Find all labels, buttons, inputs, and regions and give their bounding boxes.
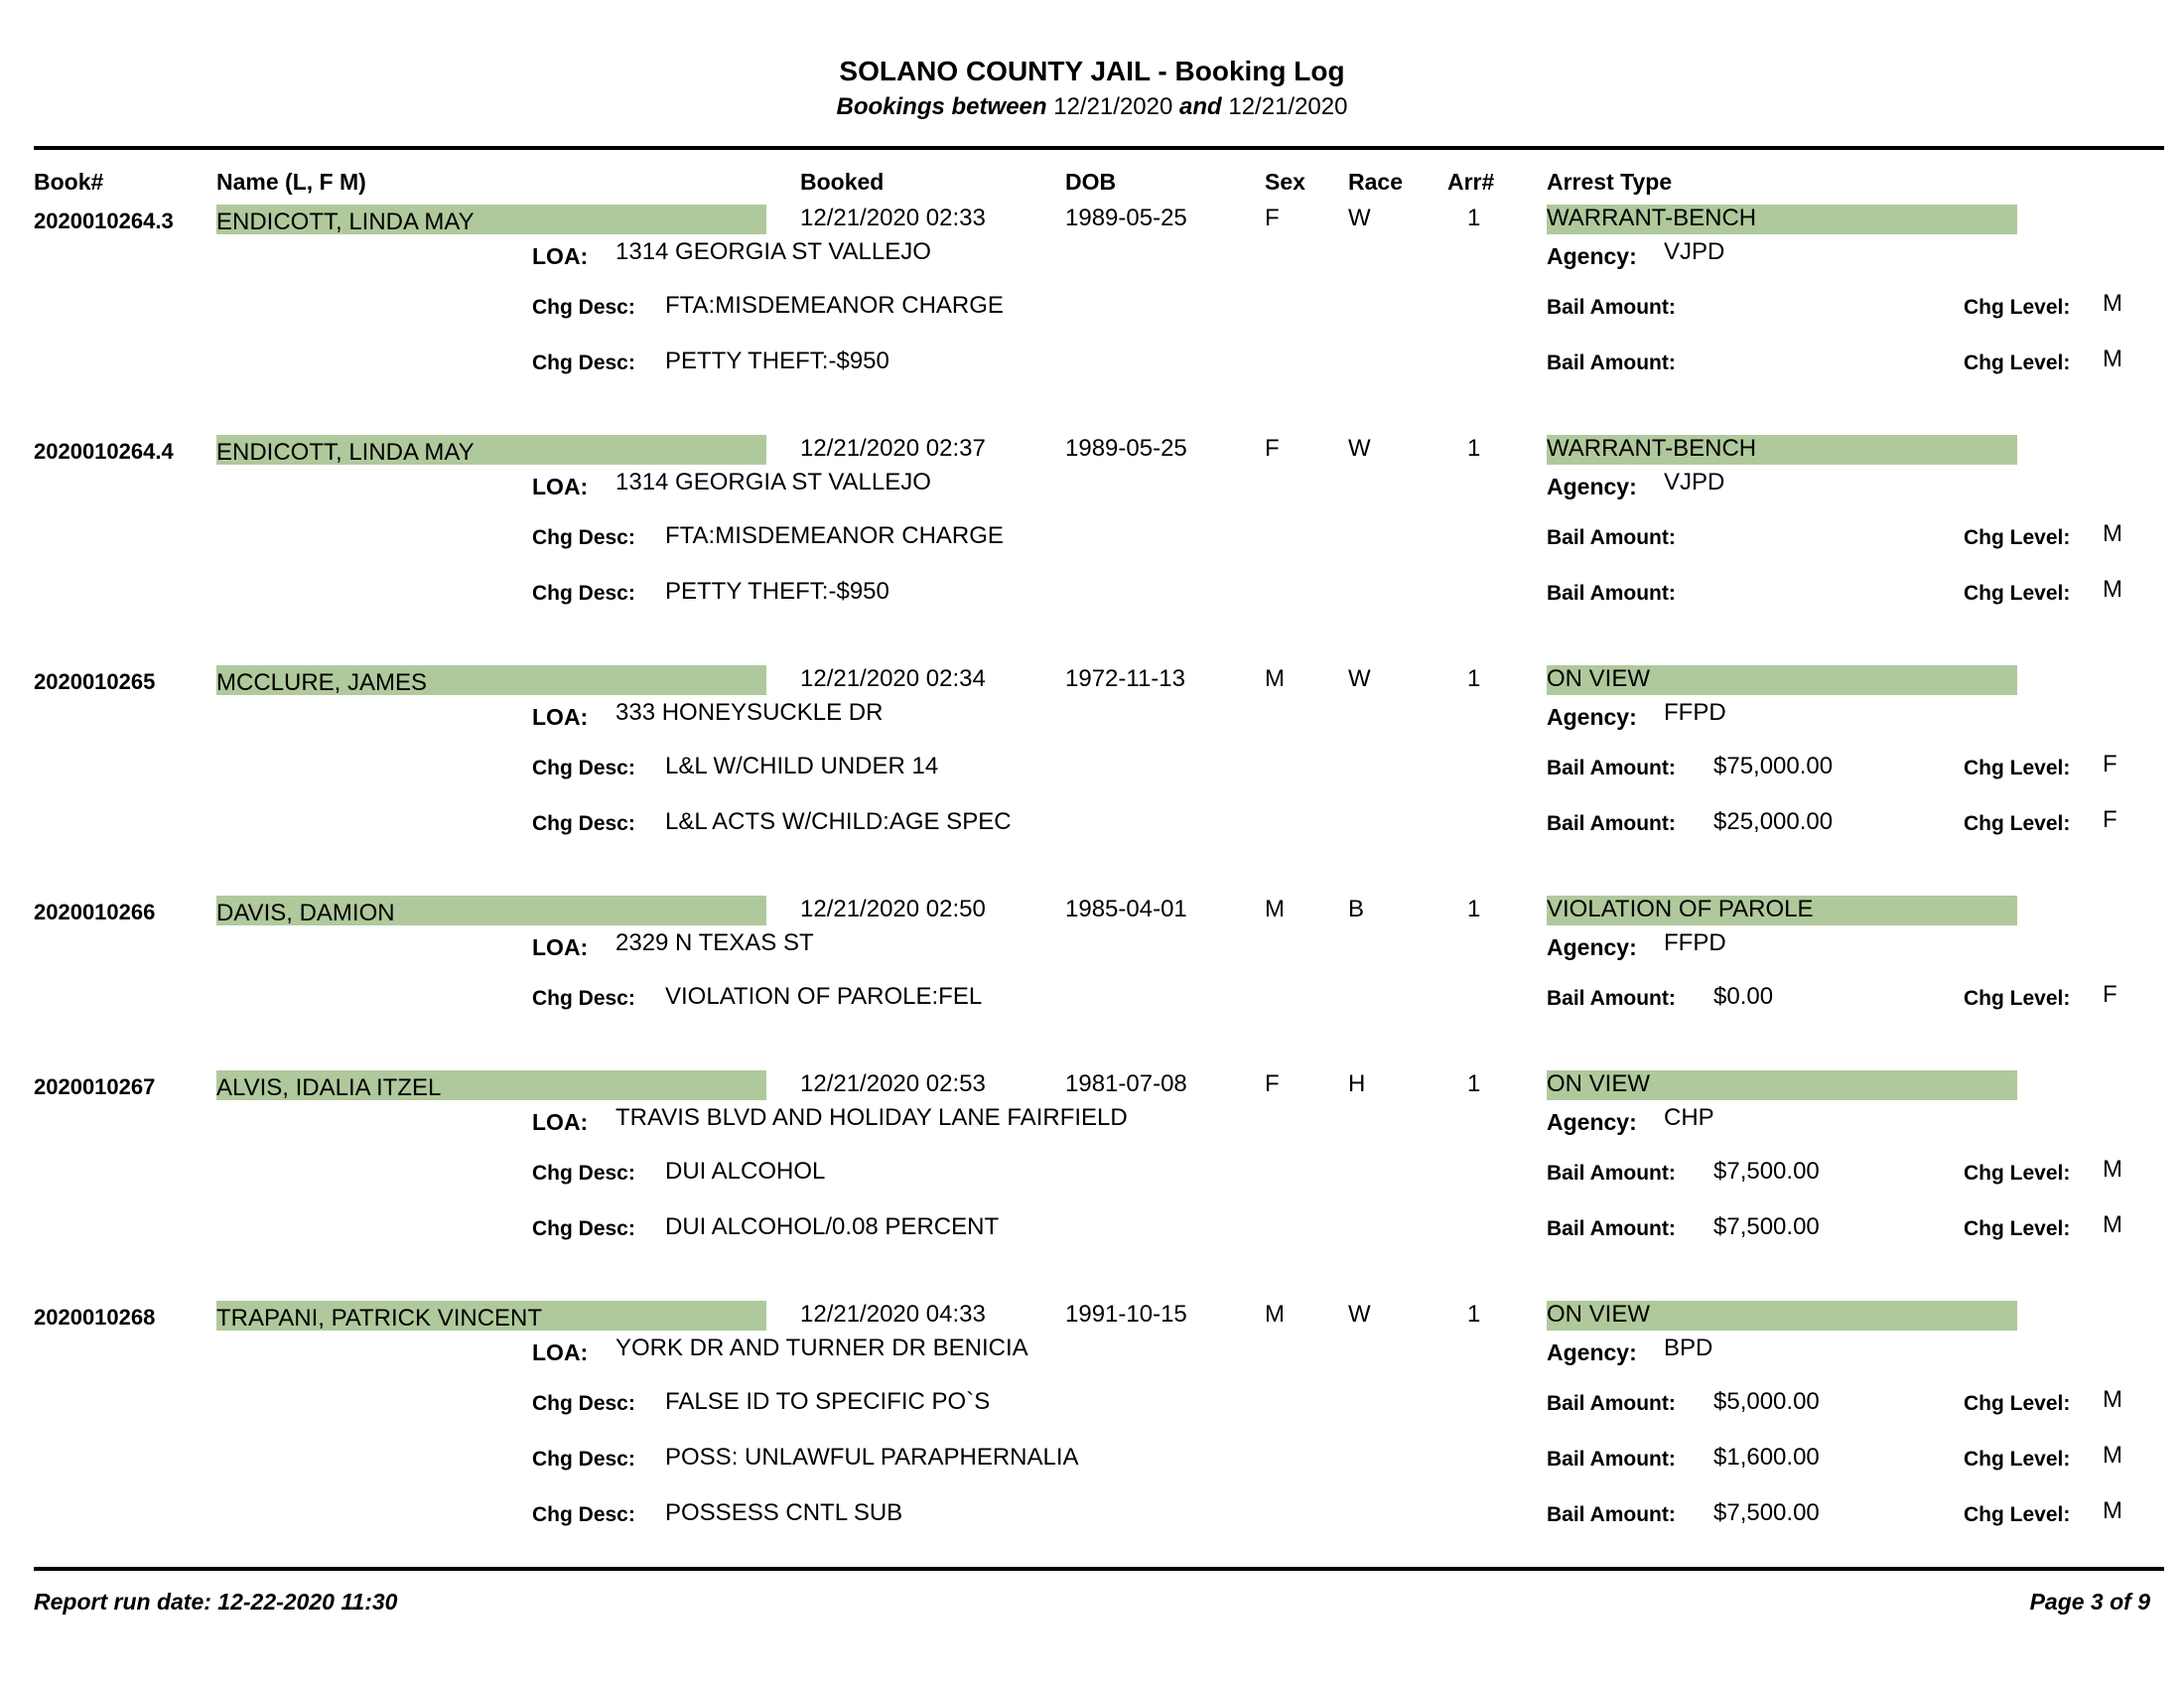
arrest-type: VIOLATION OF PAROLE bbox=[1547, 896, 1814, 922]
booked-datetime: 12/21/2020 02:53 bbox=[800, 1070, 986, 1097]
agency-value: BPD bbox=[1664, 1335, 1713, 1361]
race-value: H bbox=[1348, 1070, 1366, 1097]
chg-level-label: Chg Level: bbox=[1964, 582, 2071, 605]
page-number: Page 3 of 9 bbox=[2029, 1589, 2150, 1615]
agency-value: FFPD bbox=[1664, 929, 1726, 956]
chg-desc-label: Chg Desc: bbox=[532, 526, 635, 549]
chg-level-value: M bbox=[2103, 1442, 2122, 1469]
bail-amount-label: Bail Amount: bbox=[1547, 1162, 1676, 1185]
agency-value: CHP bbox=[1664, 1104, 1714, 1131]
loa-label: LOA: bbox=[532, 243, 589, 269]
loa-value: YORK DR AND TURNER DR BENICIA bbox=[615, 1335, 1028, 1361]
chg-desc-label: Chg Desc: bbox=[532, 757, 635, 779]
agency-value: VJPD bbox=[1664, 469, 1725, 495]
sex-value: M bbox=[1265, 665, 1285, 692]
inmate-name: ENDICOTT, LINDA MAY bbox=[216, 439, 475, 466]
agency-value: FFPD bbox=[1664, 699, 1726, 726]
date-of-birth: 1989-05-25 bbox=[1065, 205, 1187, 231]
sex-value: M bbox=[1265, 1301, 1285, 1328]
bail-amount-label: Bail Amount: bbox=[1547, 1392, 1676, 1415]
arrest-type: WARRANT-BENCH bbox=[1547, 435, 1757, 462]
chg-level-value: F bbox=[2103, 751, 2117, 777]
loa-value: 2329 N TEXAS ST bbox=[615, 929, 814, 956]
chg-desc-label: Chg Desc: bbox=[532, 987, 635, 1010]
bail-amount-label: Bail Amount: bbox=[1547, 1448, 1676, 1471]
chg-level-label: Chg Level: bbox=[1964, 1503, 2071, 1526]
sex-value: M bbox=[1265, 896, 1285, 922]
bail-amount-label: Bail Amount: bbox=[1547, 526, 1676, 549]
arrest-number: 1 bbox=[1467, 896, 1481, 922]
booked-datetime: 12/21/2020 02:34 bbox=[800, 665, 986, 692]
loa-value: 1314 GEORGIA ST VALLEJO bbox=[615, 238, 931, 265]
booking-number: 2020010267 bbox=[34, 1074, 156, 1099]
bail-amount-label: Bail Amount: bbox=[1547, 296, 1676, 319]
arrest-type: ON VIEW bbox=[1547, 1070, 1651, 1097]
inmate-name: DAVIS, DAMION bbox=[216, 900, 395, 926]
bottom-rule bbox=[34, 1567, 2164, 1571]
bail-amount-value: $5,000.00 bbox=[1713, 1388, 1820, 1415]
chg-level-value: M bbox=[2103, 1211, 2122, 1238]
chg-level-value: M bbox=[2103, 520, 2122, 547]
report-run-date: Report run date: 12-22-2020 11:30 bbox=[34, 1589, 398, 1615]
inmate-name: ALVIS, IDALIA ITZEL bbox=[216, 1074, 442, 1101]
bail-amount-value: $75,000.00 bbox=[1713, 753, 1834, 779]
chg-level-label: Chg Level: bbox=[1964, 812, 2071, 835]
date-of-birth: 1972-11-13 bbox=[1065, 665, 1185, 692]
subtitle-prefix: Bookings between bbox=[836, 93, 1047, 120]
bail-amount-label: Bail Amount: bbox=[1547, 582, 1676, 605]
loa-label: LOA: bbox=[532, 1109, 589, 1135]
report-subtitle bbox=[0, 93, 2184, 121]
agency-label: Agency: bbox=[1547, 474, 1637, 499]
chg-desc-value: PETTY THEFT:-$950 bbox=[665, 578, 889, 605]
agency-label: Agency: bbox=[1547, 704, 1637, 730]
date-of-birth: 1985-04-01 bbox=[1065, 896, 1187, 922]
chg-desc-value: PETTY THEFT:-$950 bbox=[665, 348, 889, 374]
chg-desc-label: Chg Desc: bbox=[532, 1217, 635, 1240]
col-header-race: Race bbox=[1348, 169, 1403, 195]
chg-level-label: Chg Level: bbox=[1964, 1162, 2071, 1185]
chg-desc-value: L&L W/CHILD UNDER 14 bbox=[665, 753, 939, 779]
bail-amount-value: $25,000.00 bbox=[1713, 808, 1834, 835]
chg-desc-label: Chg Desc: bbox=[532, 582, 635, 605]
race-value: W bbox=[1348, 1301, 1371, 1328]
chg-level-label: Chg Level: bbox=[1964, 296, 2071, 319]
chg-desc-value: POSSESS CNTL SUB bbox=[665, 1499, 903, 1526]
sex-value: F bbox=[1265, 205, 1280, 231]
race-value: W bbox=[1348, 435, 1371, 462]
chg-desc-value: DUI ALCOHOL bbox=[665, 1158, 826, 1185]
chg-level-label: Chg Level: bbox=[1964, 1217, 2071, 1240]
chg-level-label: Chg Level: bbox=[1964, 526, 2071, 549]
bail-amount-label: Bail Amount: bbox=[1547, 812, 1676, 835]
chg-level-value: M bbox=[2103, 346, 2122, 372]
top-rule bbox=[34, 146, 2164, 150]
report-title: SOLANO COUNTY JAIL - Booking Log bbox=[839, 56, 1345, 86]
chg-desc-label: Chg Desc: bbox=[532, 812, 635, 835]
booked-datetime: 12/21/2020 02:33 bbox=[800, 205, 986, 231]
date-of-birth: 1991-10-15 bbox=[1065, 1301, 1187, 1328]
chg-desc-value: FTA:MISDEMEANOR CHARGE bbox=[665, 522, 1004, 549]
bail-amount-label: Bail Amount: bbox=[1547, 352, 1676, 374]
date-of-birth: 1989-05-25 bbox=[1065, 435, 1187, 462]
race-value: W bbox=[1348, 665, 1371, 692]
arrest-number: 1 bbox=[1467, 1301, 1481, 1328]
booked-datetime: 12/21/2020 02:50 bbox=[800, 896, 986, 922]
agency-value: VJPD bbox=[1664, 238, 1725, 265]
inmate-name: MCCLURE, JAMES bbox=[216, 669, 428, 696]
arrest-type: WARRANT-BENCH bbox=[1547, 205, 1757, 231]
chg-desc-label: Chg Desc: bbox=[532, 1448, 635, 1471]
loa-value: 333 HONEYSUCKLE DR bbox=[615, 699, 884, 726]
bail-amount-label: Bail Amount: bbox=[1547, 987, 1676, 1010]
chg-desc-value: FTA:MISDEMEANOR CHARGE bbox=[665, 292, 1004, 319]
chg-level-value: M bbox=[2103, 1497, 2122, 1524]
loa-label: LOA: bbox=[532, 474, 589, 499]
race-value: W bbox=[1348, 205, 1371, 231]
bail-amount-value: $7,500.00 bbox=[1713, 1213, 1820, 1240]
chg-level-label: Chg Level: bbox=[1964, 1448, 2071, 1471]
chg-desc-label: Chg Desc: bbox=[532, 296, 635, 319]
bail-amount-label: Bail Amount: bbox=[1547, 1503, 1676, 1526]
loa-label: LOA: bbox=[532, 934, 589, 960]
booking-number: 2020010264.4 bbox=[34, 439, 174, 464]
col-header-sex: Sex bbox=[1265, 169, 1305, 195]
chg-level-value: M bbox=[2103, 290, 2122, 317]
chg-desc-label: Chg Desc: bbox=[532, 1162, 635, 1185]
bail-amount-value: $0.00 bbox=[1713, 983, 1774, 1010]
booked-datetime: 12/21/2020 04:33 bbox=[800, 1301, 986, 1328]
arrest-number: 1 bbox=[1467, 1070, 1481, 1097]
inmate-name: ENDICOTT, LINDA MAY bbox=[216, 209, 475, 235]
col-header-name: Name (L, F M) bbox=[216, 169, 366, 195]
chg-level-label: Chg Level: bbox=[1964, 757, 2071, 779]
chg-desc-value: POSS: UNLAWFUL PARAPHERNALIA bbox=[665, 1444, 1079, 1471]
loa-value: 1314 GEORGIA ST VALLEJO bbox=[615, 469, 931, 495]
arrest-type: ON VIEW bbox=[1547, 665, 1651, 692]
bail-amount-value: $7,500.00 bbox=[1713, 1158, 1820, 1185]
chg-level-value: F bbox=[2103, 806, 2117, 833]
agency-label: Agency: bbox=[1547, 243, 1637, 269]
agency-label: Agency: bbox=[1547, 934, 1637, 960]
subtitle-and: and bbox=[1179, 93, 1222, 120]
arrest-type: ON VIEW bbox=[1547, 1301, 1651, 1328]
race-value: B bbox=[1348, 896, 1365, 922]
date-of-birth: 1981-07-08 bbox=[1065, 1070, 1187, 1097]
sex-value: F bbox=[1265, 1070, 1280, 1097]
chg-level-label: Chg Level: bbox=[1964, 1392, 2071, 1415]
chg-level-label: Chg Level: bbox=[1964, 987, 2071, 1010]
col-header-arrest-type: Arrest Type bbox=[1547, 169, 1673, 195]
booking-number: 2020010265 bbox=[34, 669, 156, 694]
chg-desc-value: VIOLATION OF PAROLE:FEL bbox=[665, 983, 983, 1010]
arrest-number: 1 bbox=[1467, 205, 1481, 231]
loa-label: LOA: bbox=[532, 1339, 589, 1365]
booked-datetime: 12/21/2020 02:37 bbox=[800, 435, 986, 462]
chg-desc-value: L&L ACTS W/CHILD:AGE SPEC bbox=[665, 808, 1012, 835]
col-header-book: Book# bbox=[34, 169, 104, 195]
arrest-number: 1 bbox=[1467, 435, 1481, 462]
chg-desc-label: Chg Desc: bbox=[532, 1392, 635, 1415]
booking-number: 2020010266 bbox=[34, 900, 156, 924]
booking-number: 2020010264.3 bbox=[34, 209, 174, 233]
agency-label: Agency: bbox=[1547, 1339, 1637, 1365]
bail-amount-value: $7,500.00 bbox=[1713, 1499, 1820, 1526]
chg-desc-value: DUI ALCOHOL/0.08 PERCENT bbox=[665, 1213, 1000, 1240]
bail-amount-label: Bail Amount: bbox=[1547, 1217, 1676, 1240]
chg-level-value: M bbox=[2103, 1386, 2122, 1413]
chg-level-value: F bbox=[2103, 981, 2117, 1008]
chg-level-label: Chg Level: bbox=[1964, 352, 2071, 374]
chg-desc-label: Chg Desc: bbox=[532, 352, 635, 374]
date-to: 12/21/2020 bbox=[1228, 93, 1348, 120]
agency-label: Agency: bbox=[1547, 1109, 1637, 1135]
arrest-number: 1 bbox=[1467, 665, 1481, 692]
chg-level-value: M bbox=[2103, 576, 2122, 603]
col-header-arr: Arr# bbox=[1447, 169, 1495, 195]
col-header-dob: DOB bbox=[1065, 169, 1117, 195]
loa-value: TRAVIS BLVD AND HOLIDAY LANE FAIRFIELD bbox=[615, 1104, 1128, 1131]
bail-amount-label: Bail Amount: bbox=[1547, 757, 1676, 779]
chg-level-value: M bbox=[2103, 1156, 2122, 1183]
sex-value: F bbox=[1265, 435, 1280, 462]
inmate-name: TRAPANI, PATRICK VINCENT bbox=[216, 1305, 543, 1332]
loa-label: LOA: bbox=[532, 704, 589, 730]
col-header-booked: Booked bbox=[800, 169, 885, 195]
chg-desc-value: FALSE ID TO SPECIFIC PO`S bbox=[665, 1388, 991, 1415]
bail-amount-value: $1,600.00 bbox=[1713, 1444, 1820, 1471]
date-from: 12/21/2020 bbox=[1053, 93, 1173, 120]
chg-desc-label: Chg Desc: bbox=[532, 1503, 635, 1526]
booking-number: 2020010268 bbox=[34, 1305, 156, 1330]
